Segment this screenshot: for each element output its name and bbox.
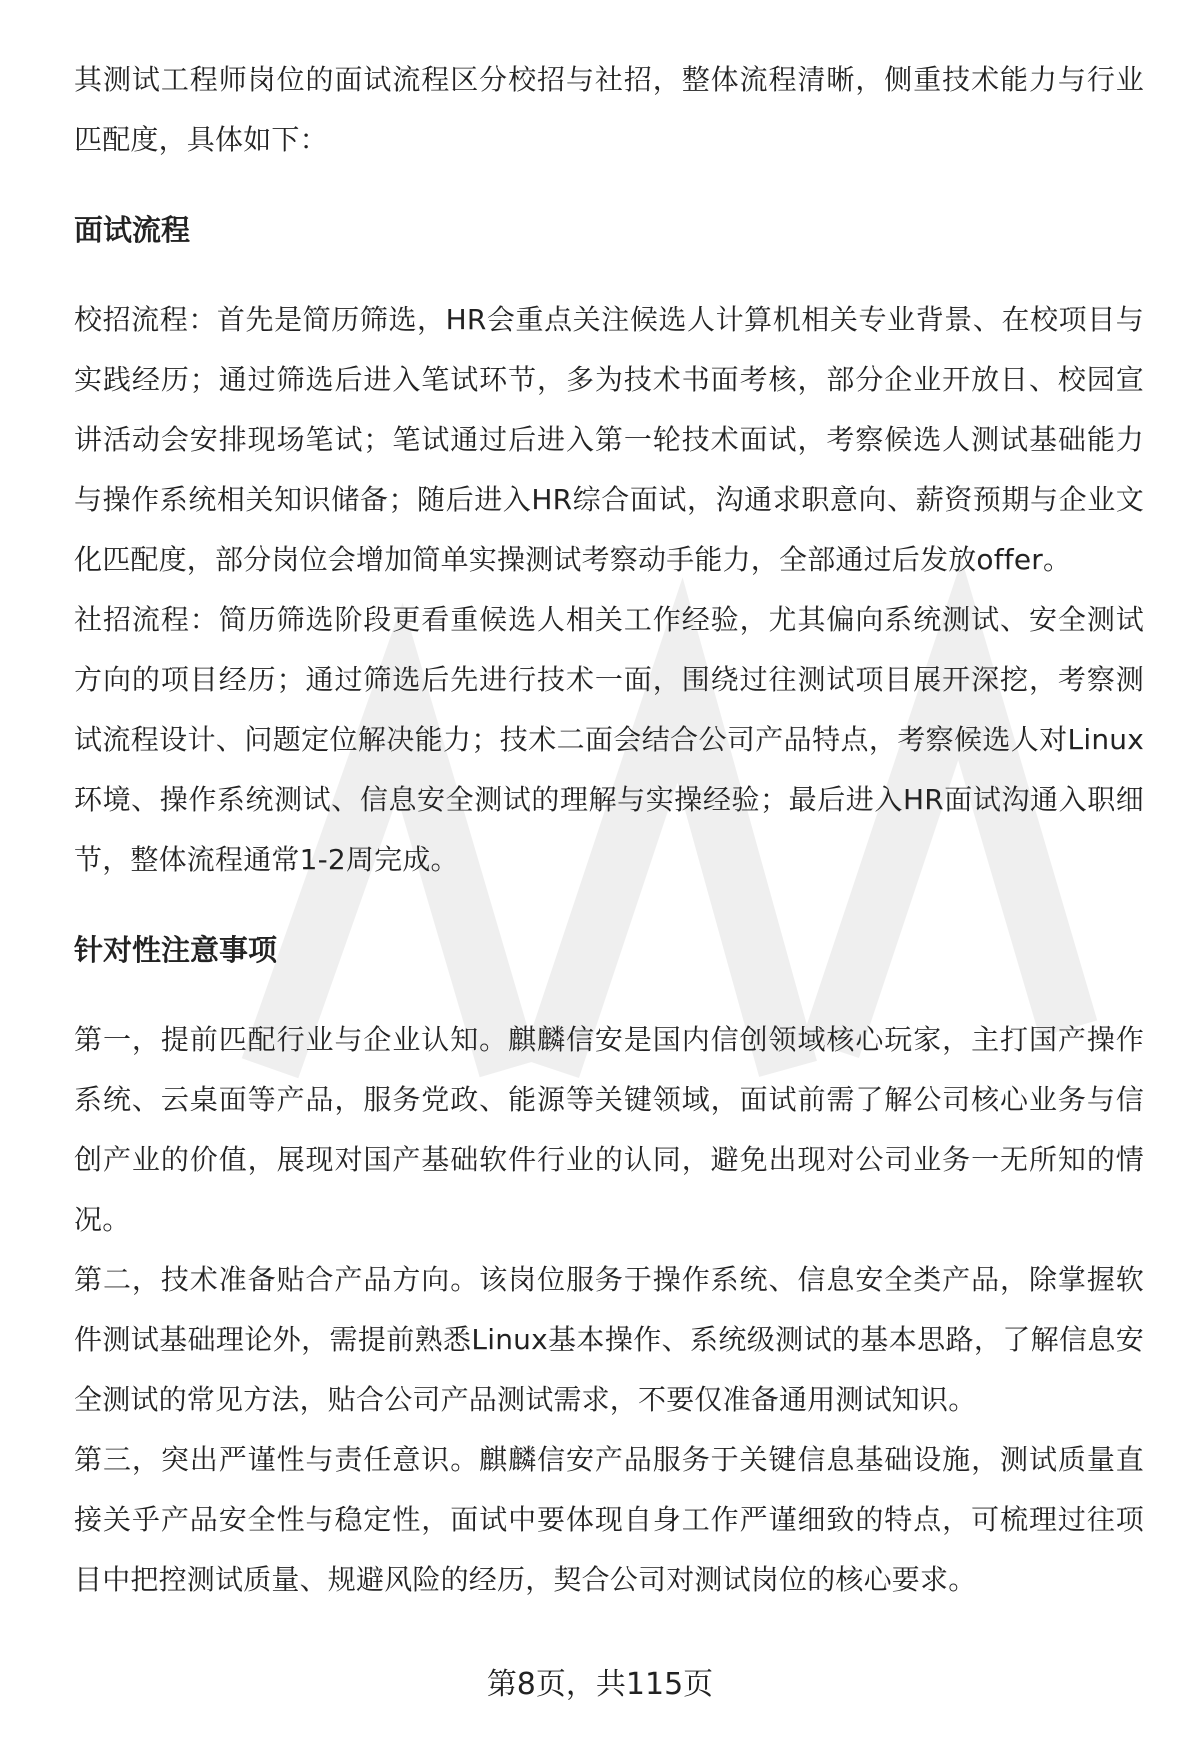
paragraph-campus-process: 校招流程：首先是简历筛选，HR会重点关注候选人计算机相关专业背景、在校项目与实践经历；通过筛选后进入笔试环节，多为技术书面考核，部分企业开放日、校园宣讲活动会安排现场笔试；笔试通过后进入第一轮技术面试，考察候选人测试基础能力与操作系统相关知识储备；随后进入HR综合面试，沟通求职意向、薪资预期与企业文化匹配度，部分岗位会增加简单实操测试考察动手能力，全部通过后发放offer。 [74,303,1144,576]
paragraph-note-1: 第一，提前匹配行业与企业认知。麒麟信安是国内信创领域核心玩家，主打国产操作系统、云桌面等产品，服务党政、能源等关键领域，面试前需了解公司核心业务与信创产业的价值，展现对国产基础软件行业的认同，避免出现对公司业务一无所知的情况。 [74,1023,1144,1236]
paragraph-social-process: 社招流程：简历筛选阶段更看重候选人相关工作经验，尤其偏向系统测试、安全测试方向的项目经历；通过筛选后先进行技术一面，围绕过往测试项目展开深挖，考察测试流程设计、问题定位解决能力；技术二面会结合公司产品特点，考察候选人对Linux环境、操作系统测试、信息安全测试的理解与实操经验；最后进入HR面试沟通入职细节，整体流程通常1-2周完成。 [74,603,1144,876]
paragraph-note-3: 第三，突出严谨性与责任意识。麒麟信安产品服务于关键信息基础设施，测试质量直接关乎产品安全性与稳定性，面试中要体现自身工作严谨细致的特点，可梳理过往项目中把控测试质量、规避风险的经历，契合公司对测试岗位的核心要求。 [74,1443,1144,1596]
section-title-notes: 针对性注意事项 [74,933,278,967]
paragraph-note-2: 第二，技术准备贴合产品方向。该岗位服务于操作系统、信息安全类产品，除掌握软件测试基础理论外，需提前熟悉Linux基本操作、系统级测试的基本思路，了解信息安全测试的常见方法，贴合公司产品测试需求，不要仅准备通用测试知识。 [74,1263,1144,1416]
page-number-footer: 第8页，共115页 [486,1667,714,1702]
document-page [74,50,1144,1610]
intro-paragraph: 其测试工程师岗位的面试流程区分校招与社招，整体流程清晰，侧重技术能力与行业匹配度，具体如下： [74,63,1144,156]
section-title-interview-process: 面试流程 [74,213,191,247]
